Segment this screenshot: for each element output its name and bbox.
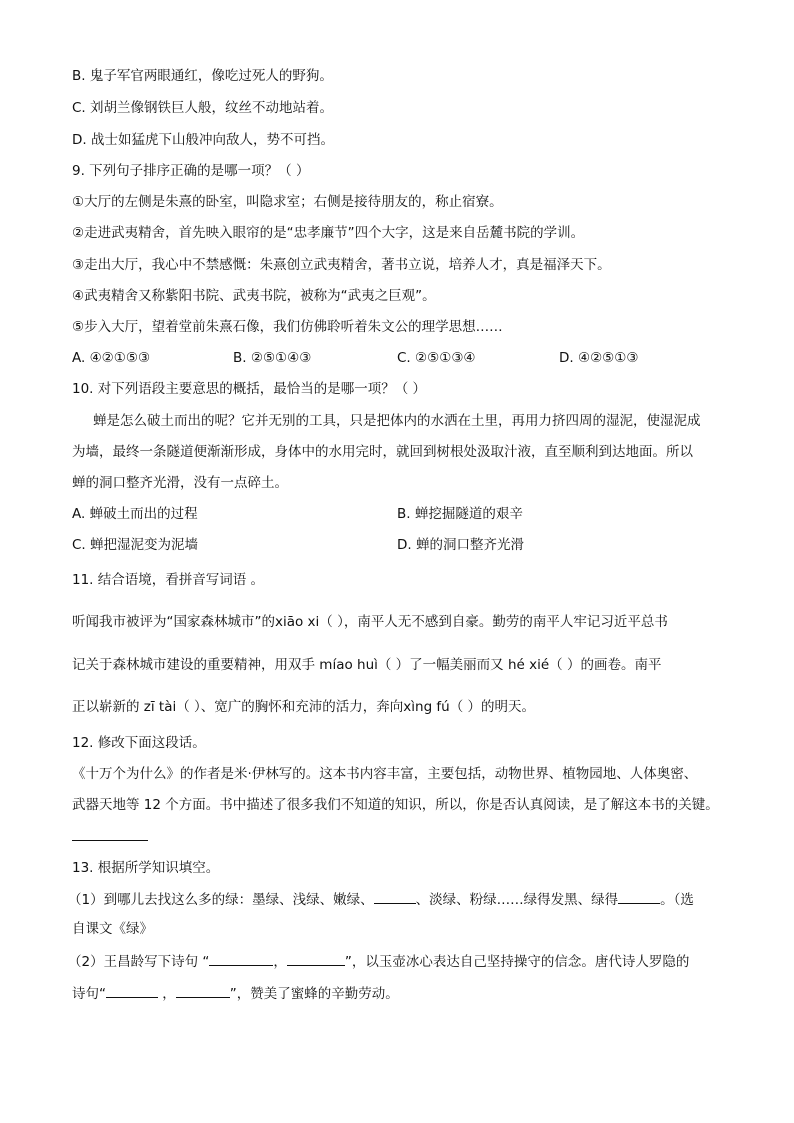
q13-part3-text-a: 诗句“ [72,986,106,1002]
q10-option-b: B. 蝉挖掘隧道的艰辛 [397,506,523,522]
q11-line-3: 正以崭新的 zī tài（ ）、宽广的胸怀和充沛的活力，奔向xìng fú（ ）的明天。 [72,699,536,715]
q10-option-a: A. 蝉破土而出的过程 [72,506,198,522]
q13-blank-6[interactable] [176,983,230,998]
q13-part3-text-b: ， [158,986,176,1002]
q8-option-b: B. 鬼子军官两眼通红，像吃过死人的野狗。 [72,68,333,84]
q9-option-b: B. ②⑤①④③ [233,350,312,366]
q13-part2-line1 [68,951,689,972]
q9-sentence-1: ①大厅的左侧是朱熹的卧室，叫隐求室；右侧是接待朋友的，称止宿寮。 [72,194,503,210]
q9-sentence-3: ③走出大厅，我心中不禁感慨：朱熹创立武夷精舍，著书立说，培养人才，真是福泽天下。 [72,257,611,273]
q13-part2-text-a: （2）王昌龄写下诗句 “ [68,954,210,970]
q9-option-c: C. ②⑤①③④ [397,350,476,366]
q11-line-2: 记关于森林城市建设的重要精神，用双手 míao huì（ ）了一幅美丽而又 hé xié（ ）的画卷。南平 [72,657,662,673]
q13-blank-1[interactable] [374,889,416,904]
q10-passage-line-1: 蝉是怎么破土而出的呢？它并无别的工具，只是把体内的水洒在土里，再用力挤四周的湿泥，使湿泥成 [93,413,701,429]
q9-option-d: D. ④②⑤①③ [559,350,639,366]
q13-blank-4[interactable] [287,951,345,966]
q13-blank-2[interactable] [618,889,660,904]
q13-stem: 13. 根据所学知识填空。 [72,860,220,876]
q9-sentence-4: ④武夷精舍又称紫阳书院、武夷书院，被称为“武夷之巨观”。 [72,288,436,304]
q13-part1-line1 [68,889,694,910]
q12-text-line-2: 武器天地等 12 个方面。书中描述了很多我们不知道的知识，所以，你是否认真阅读，是了解这本书的关键。 [72,797,719,813]
q12-answer-line [72,840,148,841]
q13-blank-5[interactable] [106,983,158,998]
q9-sentence-5: ⑤步入大厅，望着堂前朱熹石像，我们仿佛聆听着朱文公的理学思想…… [72,319,503,335]
q10-option-d: D. 蝉的洞口整齐光滑 [397,537,524,553]
q13-part2-text-c: ”，以玉壶冰心表达自己坚持操守的信念。唐代诗人罗隐的 [344,954,690,970]
q13-part2-text-b: ， [273,954,287,970]
q13-part3-text-c: ”，赞美了蜜蜂的辛勤劳动。 [229,986,399,1002]
q8-option-c: C. 刘胡兰像钢铁巨人般，纹丝不动地站着。 [72,100,334,116]
q10-passage-line-2: 为墙，最终一条隧道便渐渐形成，身体中的水用完时，就回到树根处汲取汁液，直至顺利到达地面。所以 [72,444,693,460]
q12-stem: 12. 修改下面这段话。 [72,735,206,751]
q9-sentence-2: ②走进武夷精舍，首先映入眼帘的是“忠孝廉节”四个大字，这是来自岳麓书院的学训。 [72,225,585,241]
q9-option-a: A. ④②①⑤③ [72,350,151,366]
q13-part1-text-c: 。（选 [660,892,694,908]
q9-stem: 9. 下列句子排序正确的是哪一项？（ ） [72,163,310,179]
q11-line-1: 听闻我市被评为“国家森林城市”的xiāo xi（ ），南平人无不感到自豪。勤劳的南平人牢记习近平总书 [72,614,668,630]
q10-stem: 10. 对下列语段主要意思的概括，最恰当的是哪一项？（ ） [72,381,427,397]
q10-option-c: C. 蝉把湿泥变为泥墙 [72,537,199,553]
q13-part1-text-a: （1）到哪儿去找这么多的绿：墨绿、浅绿、嫩绿、 [68,892,374,908]
q8-option-d: D. 战士如猛虎下山般冲向敌人，势不可挡。 [72,132,334,148]
q13-blank-3[interactable] [209,951,273,966]
q12-text-line-1: 《十万个为什么》的作者是米·伊林写的。这本书内容丰富，主要包括，动物世界、植物园地、人体奥密、 [72,766,698,782]
q11-stem: 11. 结合语境，看拼音写词语 。 [72,572,265,588]
q13-part1-line2: 自课文《绿》 [72,921,153,937]
q13-part1-text-b: 、淡绿、粉绿……绿得发黑、绿得 [415,892,619,908]
q10-passage-line-3: 蝉的洞口整齐光滑，没有一点碎土。 [72,475,288,491]
q13-part2-line2 [72,983,399,1004]
